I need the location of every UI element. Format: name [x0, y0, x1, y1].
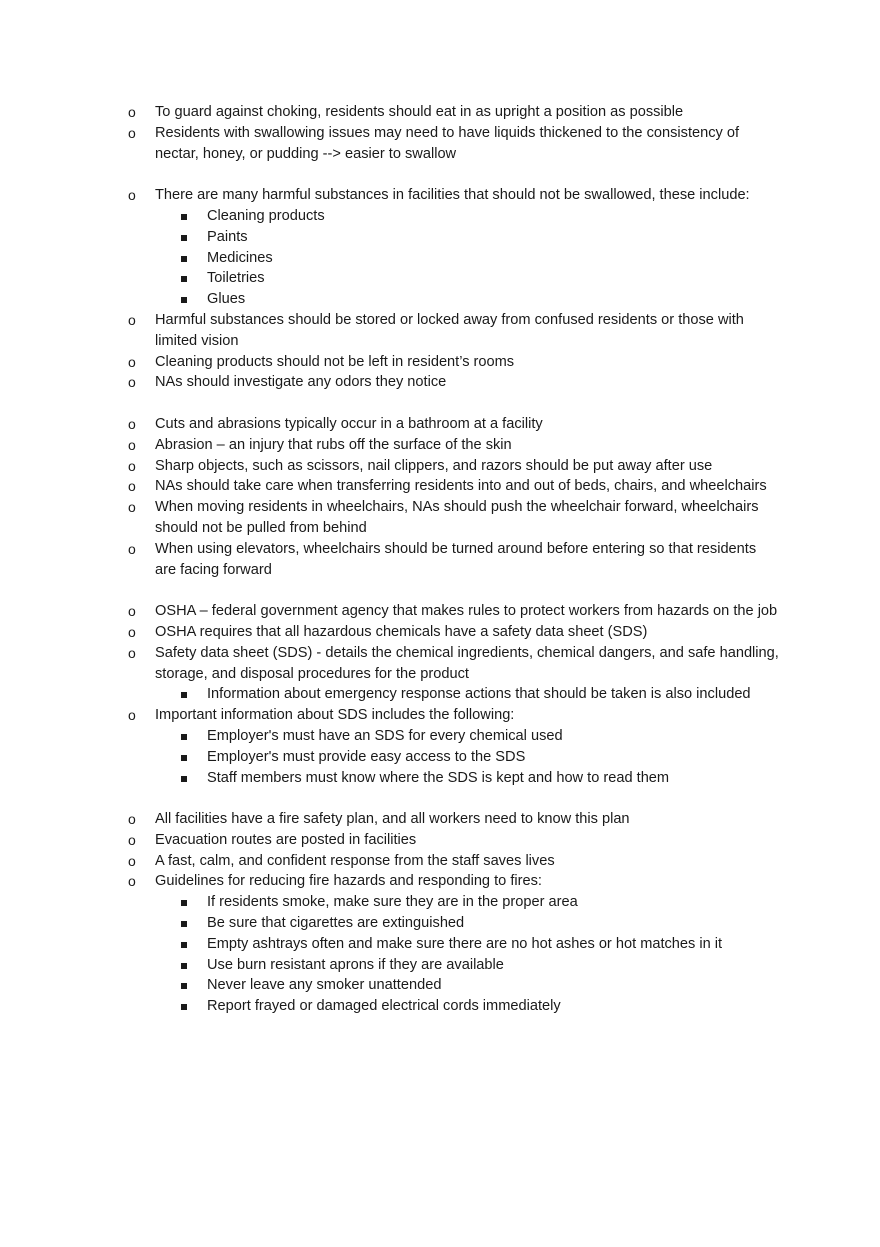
circle-bullet-icon: o: [128, 124, 136, 141]
square-bullet-icon: [181, 235, 187, 241]
sub-bullet-item: [0, 913, 880, 934]
bullet-item: [0, 352, 880, 373]
bullet-item: [0, 705, 880, 726]
sub-bullet-item: [0, 726, 880, 747]
circle-bullet-icon: o: [128, 852, 136, 869]
bullet-text: All facilities have a fire safety plan, and all workers need to know this plan: [155, 811, 630, 828]
sub-bullet-item: [0, 955, 880, 976]
bullet-text: Important information about SDS includes the following:: [155, 707, 515, 724]
square-bullet-icon: [181, 755, 187, 761]
bullet-text: When using elevators, wheelchairs should be turned around before entering so that residents are facing forward: [155, 540, 757, 578]
square-bullet-icon: [181, 297, 187, 303]
section-gap: [0, 164, 880, 185]
circle-bullet-icon: o: [128, 104, 136, 120]
square-bullet-icon: [181, 983, 187, 989]
sub-bullet-text: Staff members must know where the SDS is kept and how to read them: [207, 769, 670, 786]
circle-bullet-icon: o: [128, 707, 136, 724]
bullet-text: Cuts and abrasions typically occur in a bathroom at a facility: [155, 415, 543, 432]
square-bullet-icon: [181, 276, 187, 282]
square-bullet-icon: [181, 900, 187, 906]
bullet-text: Residents with swallowing issues may need to have liquids thickened to the consistency of nectar, honey, or pudding --> easier to swallow: [155, 124, 740, 162]
sub-bullet-text: Information about emergency response actions that should be taken is also included: [207, 686, 751, 703]
sub-bullet-text: Be sure that cigarettes are extinguished: [207, 915, 465, 932]
sub-bullet-text: Employer's must provide easy access to the SDS: [207, 748, 526, 765]
circle-bullet-icon: o: [128, 415, 136, 432]
bullet-item: [0, 476, 880, 497]
sub-bullet-text: Medicines: [207, 249, 273, 266]
bullet-text: Abrasion – an injury that rubs off the surface of the skin: [155, 436, 512, 453]
circle-bullet-icon: o: [128, 623, 136, 640]
bullet-text: NAs should investigate any odors they notice: [155, 374, 447, 391]
sub-bullet-item: [0, 768, 880, 789]
circle-bullet-icon: o: [128, 603, 136, 620]
circle-bullet-icon: o: [128, 353, 136, 370]
bullet-text: Sharp objects, such as scissors, nail clippers, and razors should be put away after use: [155, 457, 713, 474]
bullet-item: [0, 601, 880, 622]
sub-bullet-item: [0, 268, 880, 289]
sub-bullet-text: If residents smoke, make sure they are in the proper area: [207, 894, 578, 911]
circle-bullet-icon: o: [128, 831, 136, 848]
notes-list: [0, 102, 880, 1017]
bullet-text: Harmful substances should be stored or locked away from confused residents or those with limited vision: [155, 311, 744, 349]
circle-bullet-icon: o: [128, 873, 136, 890]
sub-bullet-text: Use burn resistant aprons if they are available: [207, 956, 504, 973]
bullet-item: [0, 372, 880, 393]
sub-bullet-text: Cleaning products: [207, 207, 325, 224]
circle-bullet-icon: o: [128, 499, 136, 516]
circle-bullet-icon: o: [128, 811, 136, 828]
sub-bullet-item: [0, 248, 880, 269]
square-bullet-icon: [181, 1004, 187, 1010]
sub-bullet-item: [0, 206, 880, 227]
sub-bullet-text: Employer's must have an SDS for every chemical used: [207, 727, 563, 744]
sub-bullet-item: [0, 934, 880, 955]
sub-bullet-item: [0, 747, 880, 768]
bullet-item: [0, 497, 880, 539]
sub-bullet-item: [0, 227, 880, 248]
circle-bullet-icon: o: [128, 457, 136, 474]
sub-bullet-item: [0, 892, 880, 913]
square-bullet-icon: [181, 256, 187, 262]
circle-bullet-icon: o: [128, 540, 136, 557]
circle-bullet-icon: o: [128, 311, 136, 328]
bullet-item: [0, 123, 880, 165]
sub-bullet-item: [0, 975, 880, 996]
section-gap: [0, 788, 880, 809]
bullet-text: OSHA – federal government agency that makes rules to protect workers from hazards on the job: [155, 603, 778, 620]
square-bullet-icon: [181, 214, 187, 220]
circle-bullet-icon: o: [128, 374, 136, 391]
circle-bullet-icon: o: [128, 478, 136, 495]
sub-bullet-item: [0, 996, 880, 1017]
sub-bullet-text: Report frayed or damaged electrical cords immediately: [207, 998, 561, 1015]
bullet-text: A fast, calm, and confident response from the staff saves lives: [155, 852, 555, 869]
bullet-text: Cleaning products should not be left in resident’s rooms: [155, 353, 515, 370]
bullet-text: NAs should take care when transferring residents into and out of beds, chairs, and wheelchairs: [155, 478, 767, 495]
bullet-item: [0, 539, 880, 581]
square-bullet-icon: [181, 963, 187, 969]
bullet-item: [0, 643, 880, 685]
bullet-item: [0, 851, 880, 872]
bullet-item: [0, 185, 880, 206]
section-gap: [0, 580, 880, 601]
bullet-item: [0, 871, 880, 892]
bullet-text: OSHA requires that all hazardous chemicals have a safety data sheet (SDS): [155, 623, 648, 640]
sub-bullet-text: Toiletries: [207, 270, 265, 287]
bullet-item: [0, 414, 880, 435]
sub-bullet-text: Glues: [207, 291, 246, 308]
sub-bullet-item: [0, 684, 880, 705]
bullet-text: There are many harmful substances in facilities that should not be swallowed, these include:: [155, 187, 750, 204]
sub-bullet-item: [0, 289, 880, 310]
sub-bullet-text: Paints: [207, 228, 248, 245]
square-bullet-icon: [181, 692, 187, 698]
bullet-text: Evacuation routes are posted in facilities: [155, 831, 417, 848]
bullet-item: [0, 809, 880, 830]
bullet-item: [0, 310, 880, 352]
bullet-item: [0, 830, 880, 851]
bullet-text: Safety data sheet (SDS) - details the chemical ingredients, chemical dangers, and safe handling, storage, and disposal procedures for the product: [155, 644, 779, 682]
bullet-text: Guidelines for reducing fire hazards and responding to fires:: [155, 873, 542, 890]
square-bullet-icon: [181, 776, 187, 782]
bullet-item: [0, 435, 880, 456]
circle-bullet-icon: o: [128, 644, 136, 661]
bullet-item: [0, 102, 880, 123]
bullet-text: To guard against choking, residents should eat in as upright a position as possible: [155, 104, 684, 120]
bullet-item: [0, 456, 880, 477]
sub-bullet-text: Empty ashtrays often and make sure there are no hot ashes or hot matches in it: [207, 935, 723, 952]
section-gap: [0, 393, 880, 414]
square-bullet-icon: [181, 921, 187, 927]
square-bullet-icon: [181, 942, 187, 948]
circle-bullet-icon: o: [128, 436, 136, 453]
square-bullet-icon: [181, 734, 187, 740]
circle-bullet-icon: o: [128, 187, 136, 204]
bullet-text: When moving residents in wheelchairs, NAs should push the wheelchair forward, wheelchairs should not be pulled from behind: [155, 499, 759, 536]
sub-bullet-text: Never leave any smoker unattended: [207, 977, 442, 994]
bullet-item: [0, 622, 880, 643]
